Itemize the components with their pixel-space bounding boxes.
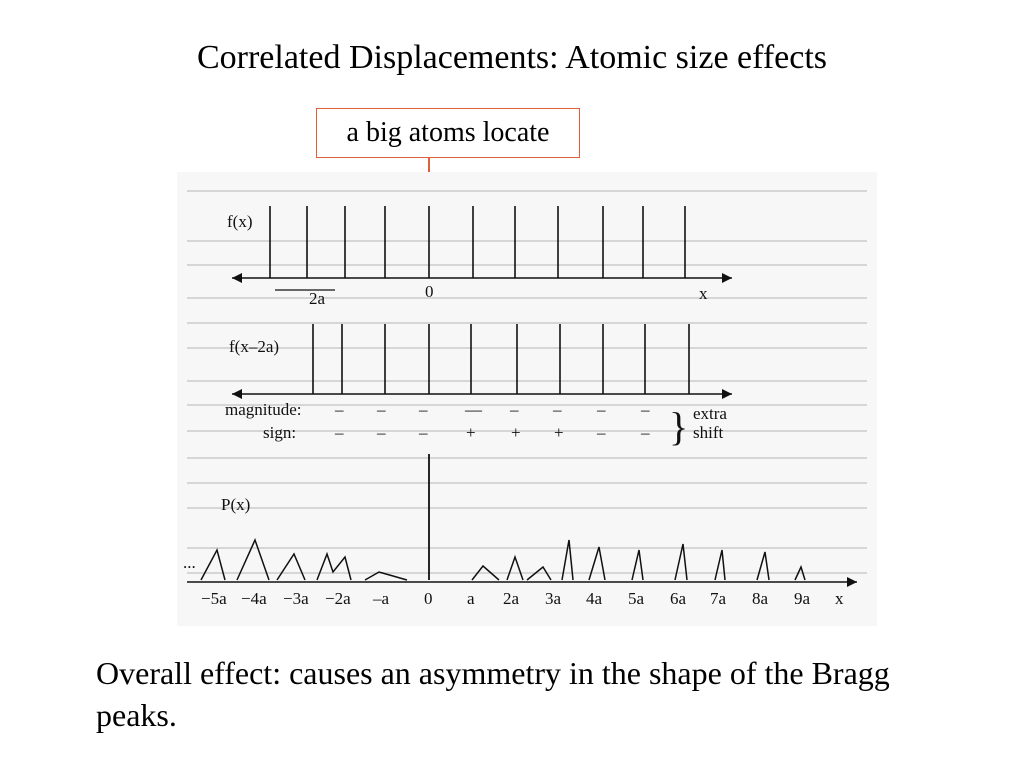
magnitude-mark: –	[377, 400, 386, 419]
sign-mark: –	[597, 423, 606, 442]
magnitude-mark: –	[553, 400, 562, 419]
px-tick-label: 5a	[628, 589, 645, 608]
magnitude-mark: –	[641, 400, 650, 419]
shift-word-label: shift	[693, 423, 724, 442]
px-tick-label: 3a	[545, 589, 562, 608]
figure-drawing	[177, 172, 877, 626]
px-ellipsis: ...	[183, 553, 196, 572]
magnitude-marks	[334, 400, 650, 419]
px-tick-label: −4a	[241, 589, 267, 608]
magnitude-mark: –	[510, 400, 519, 419]
magnitude-mark: –	[335, 400, 344, 419]
sign-marks	[334, 423, 650, 442]
sign-mark: –	[377, 423, 386, 442]
px-tick-label: 7a	[710, 589, 727, 608]
px-tick-label: 6a	[670, 589, 687, 608]
fx-origin-label: 0	[425, 282, 434, 301]
scanned-figure	[177, 172, 877, 626]
summary-text: Overall effect: causes an asymmetry in the shape of the Bragg peaks.	[96, 655, 890, 733]
px-tick-label: –a	[373, 589, 390, 608]
fx-axis-left-arrow-icon	[232, 273, 242, 283]
sign-mark: –	[419, 423, 428, 442]
extra-label: extra	[693, 404, 727, 423]
px-axis-arrow-icon	[847, 577, 857, 587]
magnitude-mark: –	[597, 400, 606, 419]
px-tick-label: x	[835, 589, 844, 608]
px-tick-label: a	[467, 589, 475, 608]
px-tick-label: 2a	[503, 589, 520, 608]
px-tick-label: −2a	[325, 589, 351, 608]
px-tick-label: 0	[424, 589, 433, 608]
fx2-spikes	[313, 324, 689, 394]
callout-box: a big atoms locate	[316, 108, 580, 158]
fx-label: f(x)	[227, 212, 253, 231]
fx2-axis-right-arrow-icon	[722, 389, 732, 399]
px-label: P(x)	[221, 495, 251, 514]
sign-mark: +	[511, 423, 521, 442]
px-tick-label: 9a	[794, 589, 811, 608]
extra-shift-brace: }	[669, 404, 689, 449]
magnitude-mark: —	[465, 400, 482, 419]
shift-label: 2a	[309, 289, 326, 308]
px-tick-label: −5a	[201, 589, 227, 608]
magnitude-mark: –	[419, 400, 428, 419]
background-ghost-lines	[187, 190, 867, 574]
px-tick-labels	[201, 589, 844, 608]
sign-mark: –	[641, 423, 650, 442]
sign-mark: –	[335, 423, 344, 442]
px-tick-label: −3a	[283, 589, 309, 608]
px-tick-label: 8a	[752, 589, 769, 608]
sign-mark: +	[466, 423, 476, 442]
magnitude-label: magnitude:	[225, 400, 302, 419]
fx2-label: f(x–2a)	[229, 337, 280, 356]
fx-axis-right-arrow-icon	[722, 273, 732, 283]
sign-label: sign:	[263, 423, 297, 442]
fx2-axis-left-arrow-icon	[232, 389, 242, 399]
px-tick-label: 4a	[586, 589, 603, 608]
fx-axis-label: x	[699, 284, 708, 303]
slide-title: Correlated Displacements: Atomic size effects	[196, 39, 828, 76]
sign-mark: +	[554, 423, 564, 442]
